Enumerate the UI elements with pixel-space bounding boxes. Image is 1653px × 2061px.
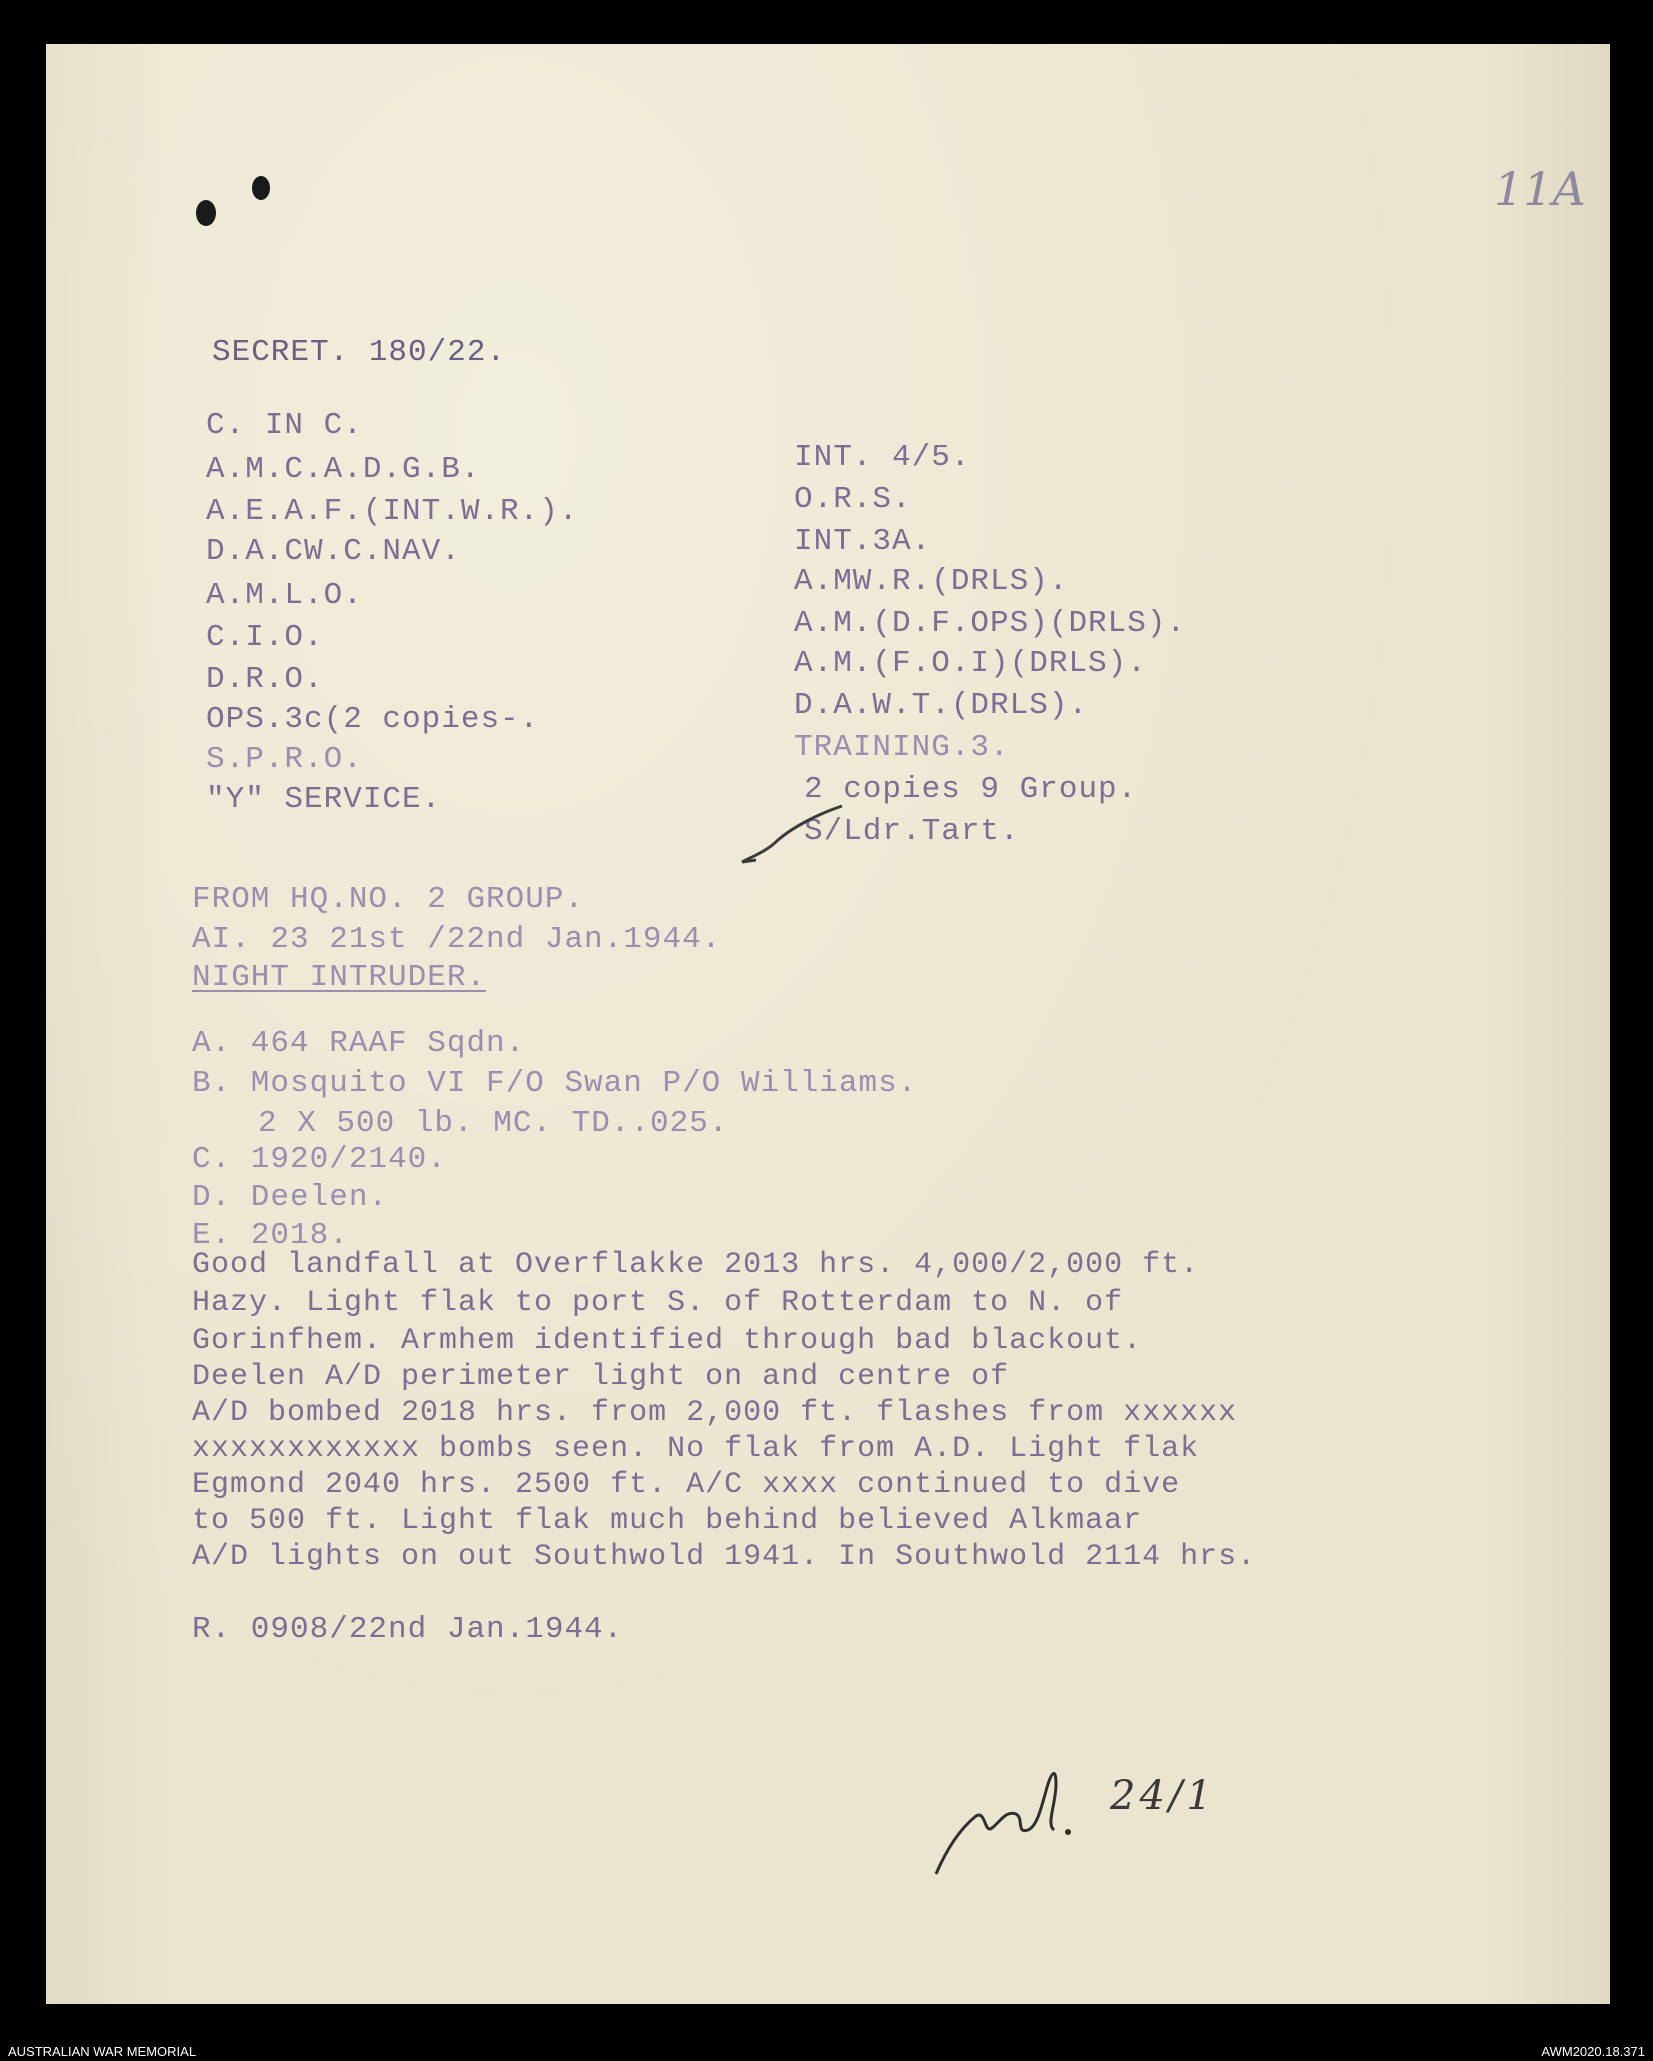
punch-hole <box>196 200 216 226</box>
distribution-left-item: D.R.O. <box>206 662 324 697</box>
document-page <box>46 44 1610 2004</box>
distribution-left-item: D.A.CW.C.NAV. <box>206 534 461 569</box>
footer-institution: AUSTRALIAN WAR MEMORIAL <box>8 2044 197 2059</box>
check-mark-icon <box>738 802 848 872</box>
classification-line: SECRET. 180/22. <box>212 335 507 370</box>
narrative-line: to 500 ft. Light flak much behind believed Alkmaar <box>192 1504 1143 1538</box>
punch-hole <box>252 176 270 200</box>
ai-reference-line: AI. 23 21st /22nd Jan.1944. <box>192 922 722 957</box>
distribution-right-item: INT.3A. <box>794 524 932 559</box>
distribution-right-item: S/Ldr.Tart. <box>804 814 1020 849</box>
folio-number: 11A <box>1494 162 1586 216</box>
from-line: FROM HQ.NO. 2 GROUP. <box>192 882 585 917</box>
report-item-b: B. Mosquito VI F/O Swan P/O Williams. <box>192 1066 918 1101</box>
distribution-right-item: A.M.(D.F.OPS)(DRLS). <box>794 606 1187 641</box>
distribution-right-item: O.R.S. <box>794 482 912 517</box>
narrative-line: Gorinfhem. Armhem identified through bad blackout. <box>192 1324 1143 1358</box>
received-line: R. 0908/22nd Jan.1944. <box>192 1612 624 1647</box>
narrative-line: xxxxxxxxxxxx bombs seen. No flak from A.D. Light flak <box>192 1432 1200 1466</box>
distribution-right-item: A.MW.R.(DRLS). <box>794 564 1069 599</box>
narrative-line: Good landfall at Overflakke 2013 hrs. 4,000/2,000 ft. <box>192 1248 1200 1282</box>
distribution-left-item: C. IN C. <box>206 408 363 443</box>
distribution-left-item: "Y" SERVICE. <box>206 782 442 817</box>
narrative-line: A/D bombed 2018 hrs. from 2,000 ft. flashes from xxxxxx <box>192 1396 1238 1430</box>
distribution-left-item: OPS.3c(2 copies-. <box>206 702 540 737</box>
distribution-left-item: A.M.L.O. <box>206 578 363 613</box>
distribution-right-item: 2 copies 9 Group. <box>804 772 1138 807</box>
distribution-left-item: C.I.O. <box>206 620 324 655</box>
report-item-b-load: 2 X 500 lb. MC. TD..025. <box>258 1106 729 1141</box>
report-item-e: E. 2018. <box>192 1218 349 1253</box>
report-item-a: A. 464 RAAF Sqdn. <box>192 1026 526 1061</box>
report-item-d: D. Deelen. <box>192 1180 389 1215</box>
narrative-line: Egmond 2040 hrs. 2500 ft. A/C xxxx continued to dive <box>192 1468 1181 1502</box>
handwritten-initials-signature <box>896 1744 1216 1904</box>
narrative-line: Deelen A/D perimeter light on and centre of <box>192 1360 1010 1394</box>
distribution-left-item: A.M.C.A.D.G.B. <box>206 452 481 487</box>
distribution-right-item: D.A.W.T.(DRLS). <box>794 688 1089 723</box>
operation-title: NIGHT INTRUDER. <box>192 960 487 995</box>
distribution-right-item: TRAINING.3. <box>794 730 1010 765</box>
distribution-left-item: A.E.A.F.(INT.W.R.). <box>206 494 579 529</box>
distribution-right-item: A.M.(F.O.I)(DRLS). <box>794 646 1147 681</box>
narrative-line: Hazy. Light flak to port S. of Rotterdam to N. of <box>192 1286 1124 1320</box>
report-item-c: C. 1920/2140. <box>192 1142 447 1177</box>
distribution-left-item: S.P.R.O. <box>206 742 363 777</box>
footer-accession-number: AWM2020.18.371 <box>1541 2044 1645 2059</box>
distribution-right-item: INT. 4/5. <box>794 440 971 475</box>
handwritten-date: 24/1 <box>1110 1773 1216 1819</box>
narrative-line: A/D lights on out Southwold 1941. In Southwold 2114 hrs. <box>192 1540 1257 1574</box>
